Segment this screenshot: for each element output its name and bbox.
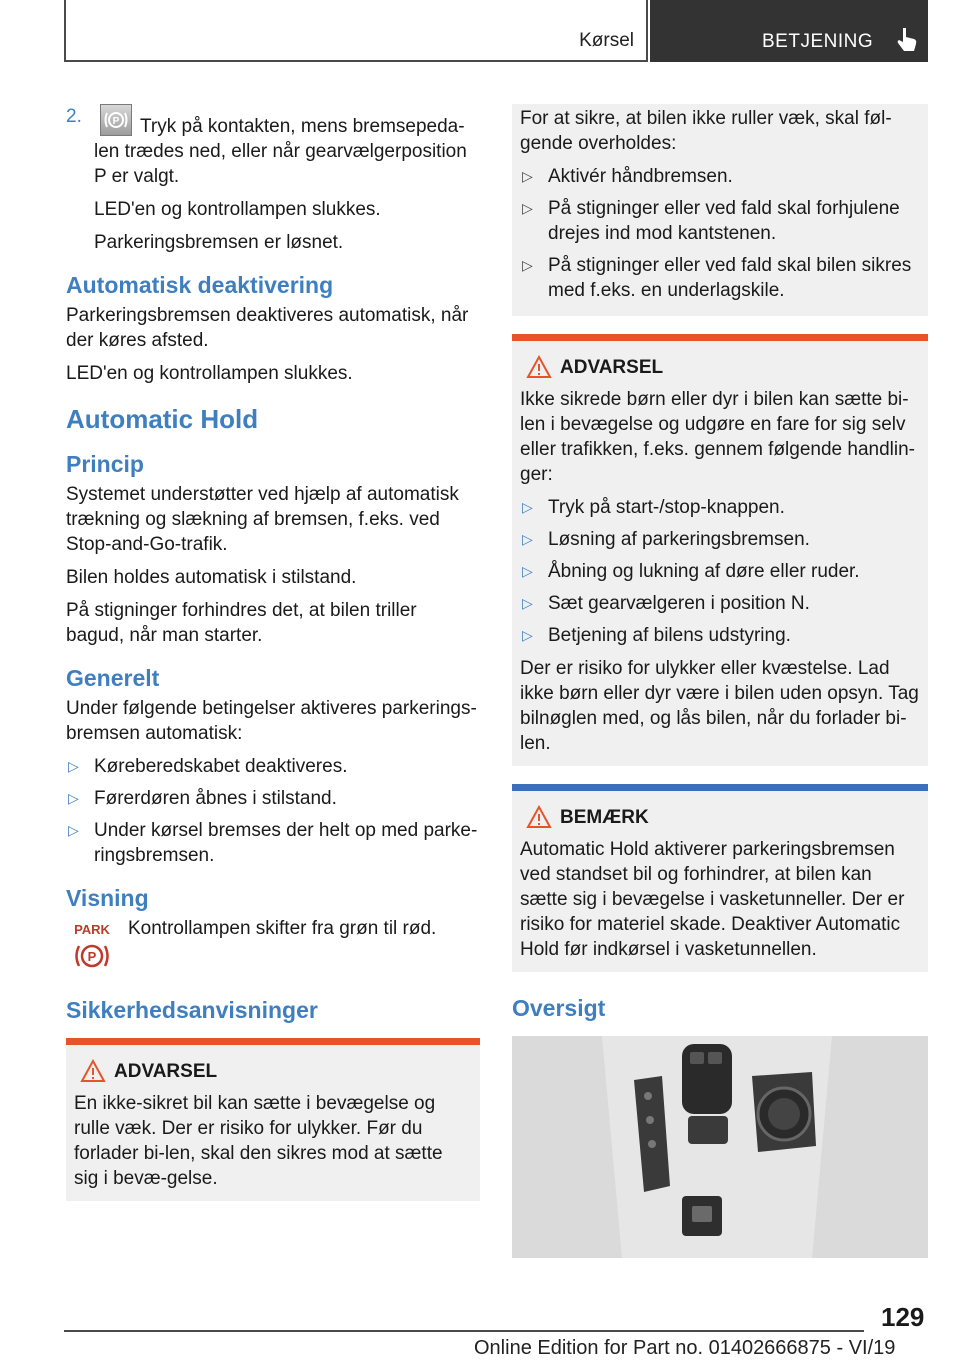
secure-intro: For at sikre, at bilen ikke ruller væk, skal føl-gende overholdes: [520,108,892,154]
note-title: BEMÆRK [560,807,649,828]
list-item: ▷ Sæt gearvælgeren i position N. [520,591,920,616]
generelt-intro: Under følgende betingelser aktiveres parkerings-bremsen automatisk: [66,698,477,744]
list-item: ▷ På stigninger eller ved fald skal bilen sikres med f.eks. en underlagskile. [520,253,920,303]
secure-list [520,164,920,303]
warning-list [520,495,920,648]
chapter-title: BETJENING [762,31,874,52]
warning-box-1 [66,1038,480,1201]
visning-text: Kontrollampen skifter fra grøn til rød. [128,918,437,939]
warning-text: En ikke-sikret bil kan sætte i bevægelse og rulle væk. Der er risiko for ulykker. Før du forlader bi-len, skal den sikres mod at sætte sig i bevæ-gelse. [74,1093,443,1189]
heading-automatic-hold: Automatic Hold [66,404,259,434]
warning-intro: Ikke sikrede børn eller dyr i bilen kan sætte bi-len i bevægelse og udgøre en fare for sig selv eller trafikken, f.eks. gennem følgende handlin-ger: [520,389,915,485]
note-text: Automatic Hold aktiverer parkeringsbremsen ved standset bil og forhindrer, at bilen kan sætte sig i bevægelse i vasketunneller. Der er risiko for materiel skade. Deaktiver Automatic Hold før indkørsel i vasketunnellen. [520,839,905,960]
page-number: 129 [881,1302,925,1332]
heading-generelt: Generelt [66,665,160,691]
step-number: 2. [66,106,82,127]
svg-text:P: P [112,116,120,127]
section-title: Kørsel [579,30,634,51]
warning-title: ADVARSEL [560,357,664,378]
list-item: ▷ Aktivér håndbremsen. [520,164,920,189]
left-column [66,104,480,1213]
warning-triangle-icon [526,805,552,829]
chapter-tab [650,0,928,62]
warning-title: ADVARSEL [114,1061,218,1082]
heading-oversigt: Oversigt [512,995,606,1021]
auto-deact-text-2: LED'en og kontrollampen slukkes. [66,363,353,384]
footer-edition: Online Edition for Part no. 01402666875 - VI/19 [474,1337,896,1359]
warning-box-2 [512,334,928,766]
parking-brake-icon [100,104,132,136]
step-2-text: Tryk på kontakten, mens bremsepeda-len trædes ned, eller når gearvælgerposition P er valgt. [94,116,467,187]
secure-box [512,104,928,316]
heading-safety: Sikkerhedsanvisninger [66,997,318,1023]
note-box [512,784,928,972]
list-item: ▷ Åbning og lukning af døre eller ruder. [520,559,920,584]
list-item: ▷ Betjening af bilens udstyring. [520,623,920,648]
visning-block [66,916,480,982]
princip-text-2: Bilen holdes automatisk i stilstand. [66,567,357,588]
header-section-box [64,0,648,62]
list-item: ▷ På stigninger eller ved fald skal forhjulene drejes ind mod kantstenen. [520,196,920,246]
warning-outro: Der er risiko for ulykker eller kvæstelse. Lad ikke børn eller dyr være i bilen uden opsyn. Tag bilnøglen med, og lås bilen, når du forlader bi-len. [520,658,919,754]
warning-triangle-icon [80,1059,106,1083]
right-column [512,104,928,1258]
auto-deact-text-1: Parkeringsbremsen deaktiveres automatisk, når der køres afsted. [66,305,469,351]
svg-text:P: P [87,949,97,964]
list-item: ▷ Køreberedskabet deaktiveres. [66,754,480,779]
list-item: ▷ Under kørsel bremses der helt op med parke-ringsbremsen. [66,818,480,868]
heading-princip: Princip [66,451,144,477]
list-item: ▷ Førerdøren åbnes i stilstand. [66,786,480,811]
park-label: PARK [74,922,110,937]
heading-auto-deactivation: Automatisk deaktivering [66,272,334,298]
park-lamp-icon [70,920,114,976]
step-2 [66,104,480,255]
heading-visning: Visning [66,885,149,911]
step-2-result-2: Parkeringsbremsen er løsnet. [94,232,344,253]
step-2-result-1: LED'en og kontrollampen slukkes. [94,199,381,220]
hand-pointer-icon [896,26,918,52]
generelt-list [66,754,480,868]
list-item: ▷ Løsning af parkeringsbremsen. [520,527,920,552]
list-item: ▷ Tryk på start-/stop-knappen. [520,495,920,520]
princip-text-1: Systemet understøtter ved hjælp af automatisk trækning og slækning af bremsen, f.eks. ved Stop-and-Go-trafik. [66,484,459,555]
princip-text-3: På stigninger forhindres det, at bilen triller bagud, når man starter. [66,600,417,646]
footer-divider [64,1330,864,1332]
warning-triangle-icon [526,355,552,379]
center-console-photo [512,1036,928,1258]
